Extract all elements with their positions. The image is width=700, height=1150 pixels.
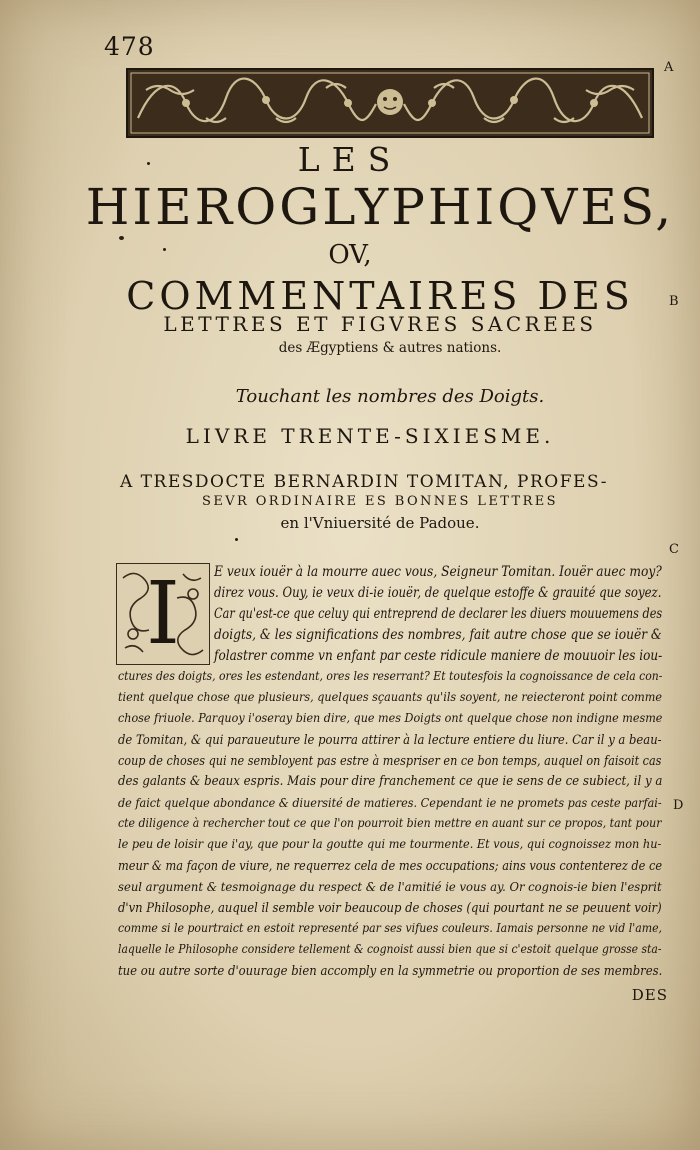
body-line: des galants & beaux espris. Mais pour dire franchement ce que ie sens de ce subiect, il y a (118, 774, 663, 789)
section-subtitle: Touchant les nombres des Doigts. (235, 386, 545, 407)
body-line: doigts, & les significations des nombres, fait autre chose que se iouër & (214, 627, 662, 643)
body-line: tient quelque chose que plusieurs, quelques sçauants qu'ils soyent, ne reiecteront point comme (118, 690, 663, 704)
body-line: d'vn Philosophe, auquel il semble voir beaucoup de choses (qui pourtant ne se peuuent voir) (118, 900, 662, 915)
body-line: folastrer comme vn enfant par ceste ridicule maniere de mouuoir les iou- (214, 648, 663, 664)
body-line: ctures des doigts, ores les estendant, ores les reserrant? Et toutesfois la cognoissance de cela con- (118, 669, 663, 683)
drop-cap-letter: I (146, 564, 180, 664)
ink-speck (147, 162, 150, 165)
ink-speck (119, 236, 124, 240)
dedication-line-1: A TRESDOCTE BERNARDIN TOMITAN, PROFES- (120, 472, 608, 492)
body-line: coup de choses qui ne sembloyent pas estre à mespriser en ce bon temps, auquel on faisoit cas (118, 753, 662, 768)
ink-speck (235, 538, 238, 541)
body-line: chose friuole. Parquoy i'oseray bien dire, que mes Doigts ont quelque chose non indigne mesme (118, 711, 663, 725)
body-line: E veux iouër à la mourre auec vous, Seigneur Tomitan. Iouër auec moy? (214, 564, 662, 580)
page-number: 478 (104, 32, 155, 61)
body-line: comme si le pourtraict en estoit representé par ses vifues couleurs. Iamais personne ne vid l'ame, (118, 921, 663, 935)
margin-mark-b: B (669, 294, 679, 309)
catchword: DES (631, 986, 668, 1004)
body-line: le peu de loisir que i'ay, que pour la goutte qui me tourmente. Et vous, qui cognoissez mon hu- (118, 837, 662, 851)
body-line: Car qu'est-ce que celuy qui entreprend de declarer les diuers mouuemens des (214, 606, 663, 622)
dedication-line-2: SEVR ORDINAIRE ES BONNES LETTRES (202, 494, 558, 509)
title-lettres: LETTRES ET FIGVRES SACREES (163, 312, 597, 336)
title-les: LES (297, 140, 403, 179)
margin-mark-d: D (673, 798, 684, 813)
body-line: laquelle le Philosophe considere tellement & cognoist aussi bien que si c'estoit quelque grosse sta- (118, 942, 662, 956)
dedication-line-3: en l'Vniuersité de Padoue. (280, 514, 480, 532)
body-line: de Tomitan, & qui paraueuture le pourra attirer à la lecture entiere du liure. Car il y a beau- (118, 732, 662, 747)
title-egyptiens: des Ægyptiens & autres nations. (278, 340, 502, 356)
body-line: meur & ma façon de viure, ne requerrez cela de mes occupations; ains vous contenterez de ce (118, 858, 663, 873)
body-line: de faict quelque abondance & diuersité de matieres. Cependant ie ne promets pas ceste parfai- (118, 795, 662, 810)
body-line: cte diligence à rechercher tout ce que l'on pourroit bien mettre en auant sur ce propos, tant pour (118, 816, 662, 830)
margin-mark-c: C (669, 542, 679, 557)
body-line: seul argument & tesmoignage du respect & de l'amitié ie vous ay. Or cognois-ie bien l'esprit (118, 879, 662, 894)
title-hieroglyphiques: HIEROGLYPHIQVES, (85, 178, 675, 236)
drop-cap (116, 563, 210, 665)
title-ou: OV, (328, 240, 372, 270)
body-line: tue ou autre sorte d'ouurage bien accomply en la symmetrie ou proportion de ses membres. (118, 963, 663, 978)
book-heading: LIVRE TRENTE-SIXIESME. (185, 424, 555, 448)
ink-speck (163, 248, 166, 251)
margin-mark-a: A (664, 60, 674, 75)
body-line: direz vous. Ouy, ie veux di-ie iouër, de quelque estoffe & grauité que soyez. (214, 585, 662, 601)
ornamental-headpiece (126, 68, 654, 138)
title-commentaires: COMMENTAIRES DES (126, 274, 634, 318)
